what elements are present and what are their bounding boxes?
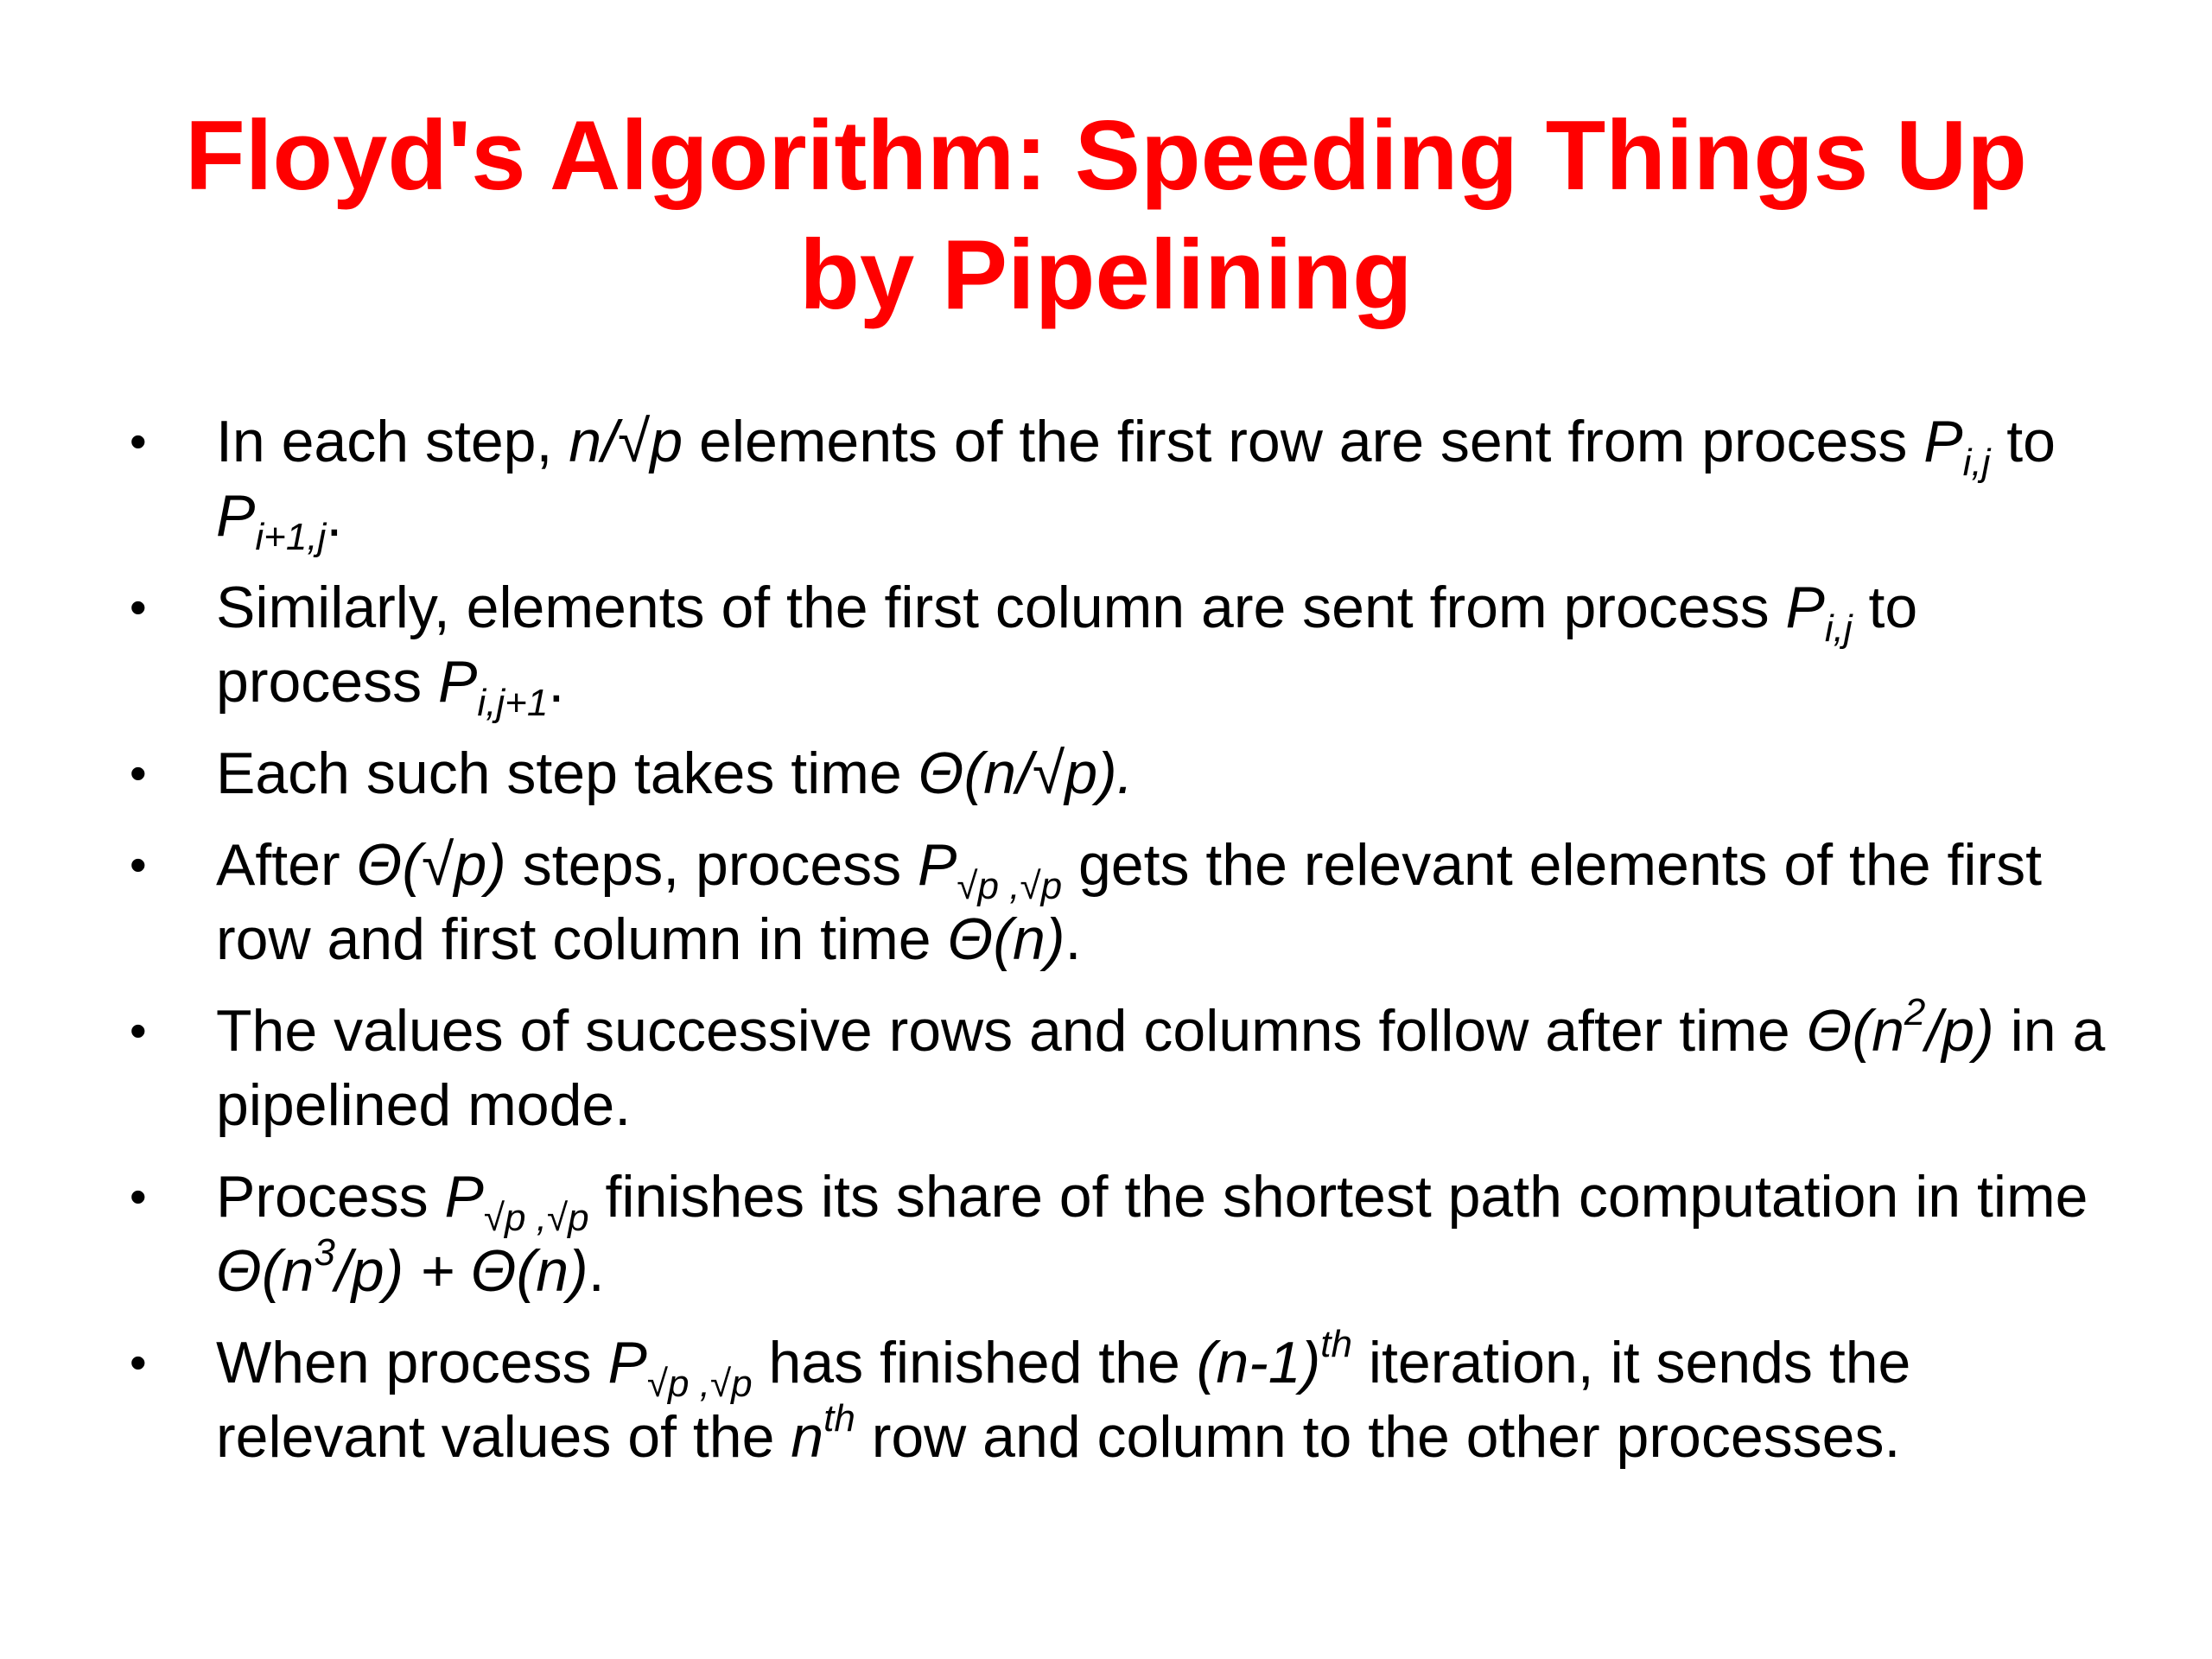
bullet-marker: • (130, 414, 147, 468)
bullet-item-1 (130, 404, 2117, 558)
math-expression: n (791, 1404, 824, 1470)
math-expression: /p) (1925, 998, 1994, 1064)
bullet-text: iteration, it sends the relevant values of the (216, 1330, 1911, 1470)
bullet-text: to process (216, 575, 1918, 715)
math-subscript: √p ,√p (483, 1197, 589, 1239)
bullet-marker: • (130, 746, 147, 800)
bullet-text: Each such step takes time (216, 741, 918, 806)
bullet-text: In each step, (216, 409, 569, 474)
math-expression: /p) + Θ(n) (334, 1238, 588, 1304)
math-superscript: 3 (314, 1231, 335, 1274)
bullet-marker: • (130, 1169, 147, 1224)
math-expression: P (607, 1330, 647, 1395)
bullet-marker: • (130, 1335, 147, 1389)
bullet-text: . (588, 1238, 605, 1304)
math-expression: Θ(n) (947, 906, 1065, 972)
math-expression: Θ(n (216, 1238, 315, 1304)
bullet-text: finishes its share of the shortest path computation in time (588, 1164, 2088, 1230)
math-superscript: th (1320, 1323, 1352, 1365)
bullet-item-3 (130, 736, 2117, 810)
bullet-list (130, 404, 2117, 1491)
bullet-text: Process (216, 1164, 445, 1230)
math-subscript: i,j (1962, 442, 1991, 484)
bullet-text: elements of the first row are sent from process (683, 409, 1924, 474)
bullet-marker: • (130, 1003, 147, 1058)
math-expression: P (918, 832, 957, 898)
bullet-text: . (548, 649, 565, 715)
slide-title (0, 97, 2212, 335)
bullet-text: gets the relevant elements of the first row and first column in time (216, 832, 2042, 972)
bullet-item-7 (130, 1325, 2117, 1474)
math-expression: P (444, 1164, 484, 1230)
math-subscript: i,j (1824, 607, 1853, 650)
math-expression: n/√p (569, 409, 683, 474)
math-subscript: √p ,√p (646, 1363, 753, 1405)
bullet-marker: • (130, 837, 147, 892)
slide-title-line-2: by Pipelining (799, 220, 1413, 330)
math-superscript: th (823, 1397, 855, 1440)
math-expression: Θ(√p) (356, 832, 506, 898)
bullet-text: . (326, 483, 343, 549)
bullet-item-4 (130, 828, 2117, 976)
bullet-text: . (1065, 906, 1082, 972)
math-subscript: i+1,j (255, 516, 327, 558)
math-expression: Θ(n/√p). (918, 741, 1134, 806)
bullet-marker: • (130, 580, 147, 634)
bullet-text: The values of successive rows and columns follow after time (216, 998, 1807, 1064)
slide-title-line-1: Floyd's Algorithm: Speeding Things Up (185, 101, 2027, 211)
bullet-text: After (216, 832, 357, 898)
math-expression: P (438, 649, 478, 715)
bullet-text: has finished the (752, 1330, 1197, 1395)
bullet-text: steps, process (505, 832, 918, 898)
math-subscript: i,j+1 (477, 682, 549, 724)
bullet-text: in a pipelined mode. (216, 998, 2106, 1138)
math-expression: P (216, 483, 256, 549)
bullet-item-5 (130, 991, 2117, 1142)
math-expression: P (1923, 409, 1963, 474)
bullet-item-6 (130, 1160, 2117, 1308)
bullet-text: to (1990, 409, 2056, 474)
math-expression: (n-1) (1196, 1330, 1321, 1395)
math-expression: P (1785, 575, 1825, 640)
bullet-text: row and column to the other processes. (855, 1404, 1901, 1470)
bullet-text: When process (216, 1330, 608, 1395)
math-superscript: 2 (1904, 991, 1926, 1033)
math-expression: Θ(n (1806, 998, 1904, 1064)
bullet-item-2 (130, 570, 2117, 724)
math-subscript: √p ,√p (957, 865, 1063, 907)
bullet-text: Similarly, elements of the first column are sent from process (216, 575, 1786, 640)
